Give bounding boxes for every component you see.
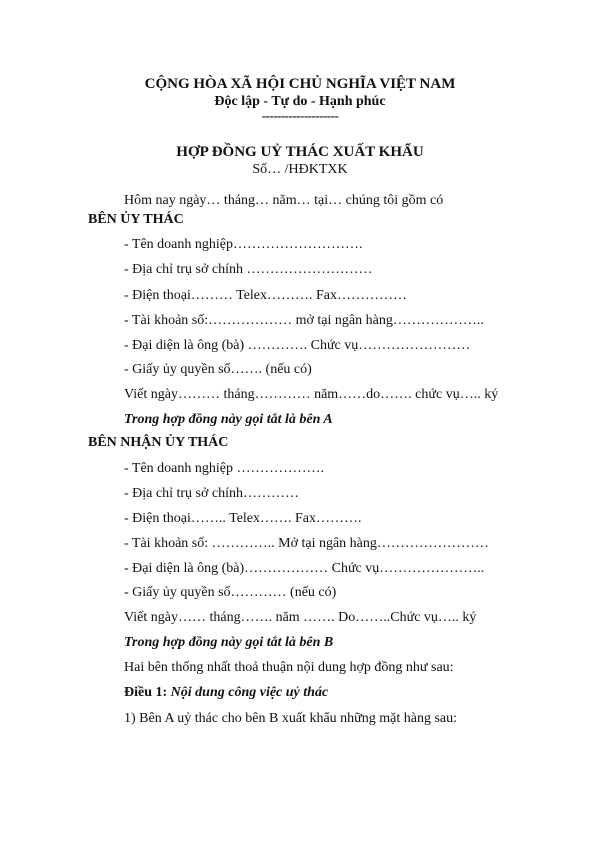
- article-1-label: Điều 1:: [124, 685, 168, 700]
- divider-line: --------------------: [261, 108, 339, 123]
- intro-line: Hôm nay ngày… tháng… năm… tại… chúng tôi gồm có: [124, 193, 444, 208]
- contract-title: HỢP ĐỒNG UỶ THÁC XUẤT KHẨU: [176, 144, 424, 160]
- party-a-alias: Trong hợp đồng này gọi tắt là bên A: [124, 412, 333, 427]
- article-1-heading: [124, 685, 328, 701]
- party-b-line: - Điện thoại…….. Telex……. Fax……….: [124, 511, 362, 526]
- party-b-line: - Giấy ủy quyền số………… (nếu có): [124, 585, 337, 600]
- party-a-line: - Giấy ủy quyền số……. (nếu có): [124, 362, 312, 377]
- contract-number: Số… /HĐKTXK: [252, 162, 348, 177]
- party-b-line: - Tài khoản số: ………….. Mở tại ngân hàng……………………: [124, 536, 489, 551]
- party-b-heading: BÊN NHẬN ỦY THÁC: [88, 435, 229, 450]
- party-a-heading: BÊN ỦY THÁC: [88, 212, 184, 227]
- party-a-line: - Đại diện là ông (bà) …………. Chức vụ……………………: [124, 338, 471, 353]
- party-a-line: Viết ngày……… tháng………… năm……do……. chức vụ….. ký: [124, 387, 499, 402]
- motto: Độc lập - Tự do - Hạnh phúc: [214, 94, 386, 109]
- party-b-alias: Trong hợp đồng này gọi tắt là bên B: [124, 635, 334, 650]
- party-a-line: - Tài khoản số:……………… mở tại ngân hàng………………..: [124, 313, 484, 328]
- agreement-line: Hai bên thống nhất thoả thuận nội dung hợp đồng như sau:: [124, 660, 454, 675]
- party-b-line: - Tên doanh nghiệp ……………….: [124, 461, 324, 476]
- party-a-line: - Điện thoại……… Telex………. Fax……………: [124, 288, 408, 303]
- party-b-line: Viết ngày…… tháng……. năm ……. Do……..Chức vụ….. ký: [124, 610, 477, 625]
- party-b-line: - Địa chỉ trụ sở chính…………: [124, 486, 299, 501]
- party-a-line: - Địa chỉ trụ sở chính ………………………: [124, 262, 373, 277]
- article-1-title: Nội dung công việc uỷ thác: [170, 685, 329, 700]
- article-1-item-1: 1) Bên A uỷ thác cho bên B xuất khẩu những mặt hàng sau:: [124, 711, 458, 726]
- country-name: CỘNG HÒA XÃ HỘI CHỦ NGHĨA VIỆT NAM: [144, 76, 456, 92]
- party-b-line: - Đại diện là ông (bà)……………… Chức vụ…………………..: [124, 561, 485, 576]
- party-a-line: - Tên doanh nghiệp……………………….: [124, 237, 363, 252]
